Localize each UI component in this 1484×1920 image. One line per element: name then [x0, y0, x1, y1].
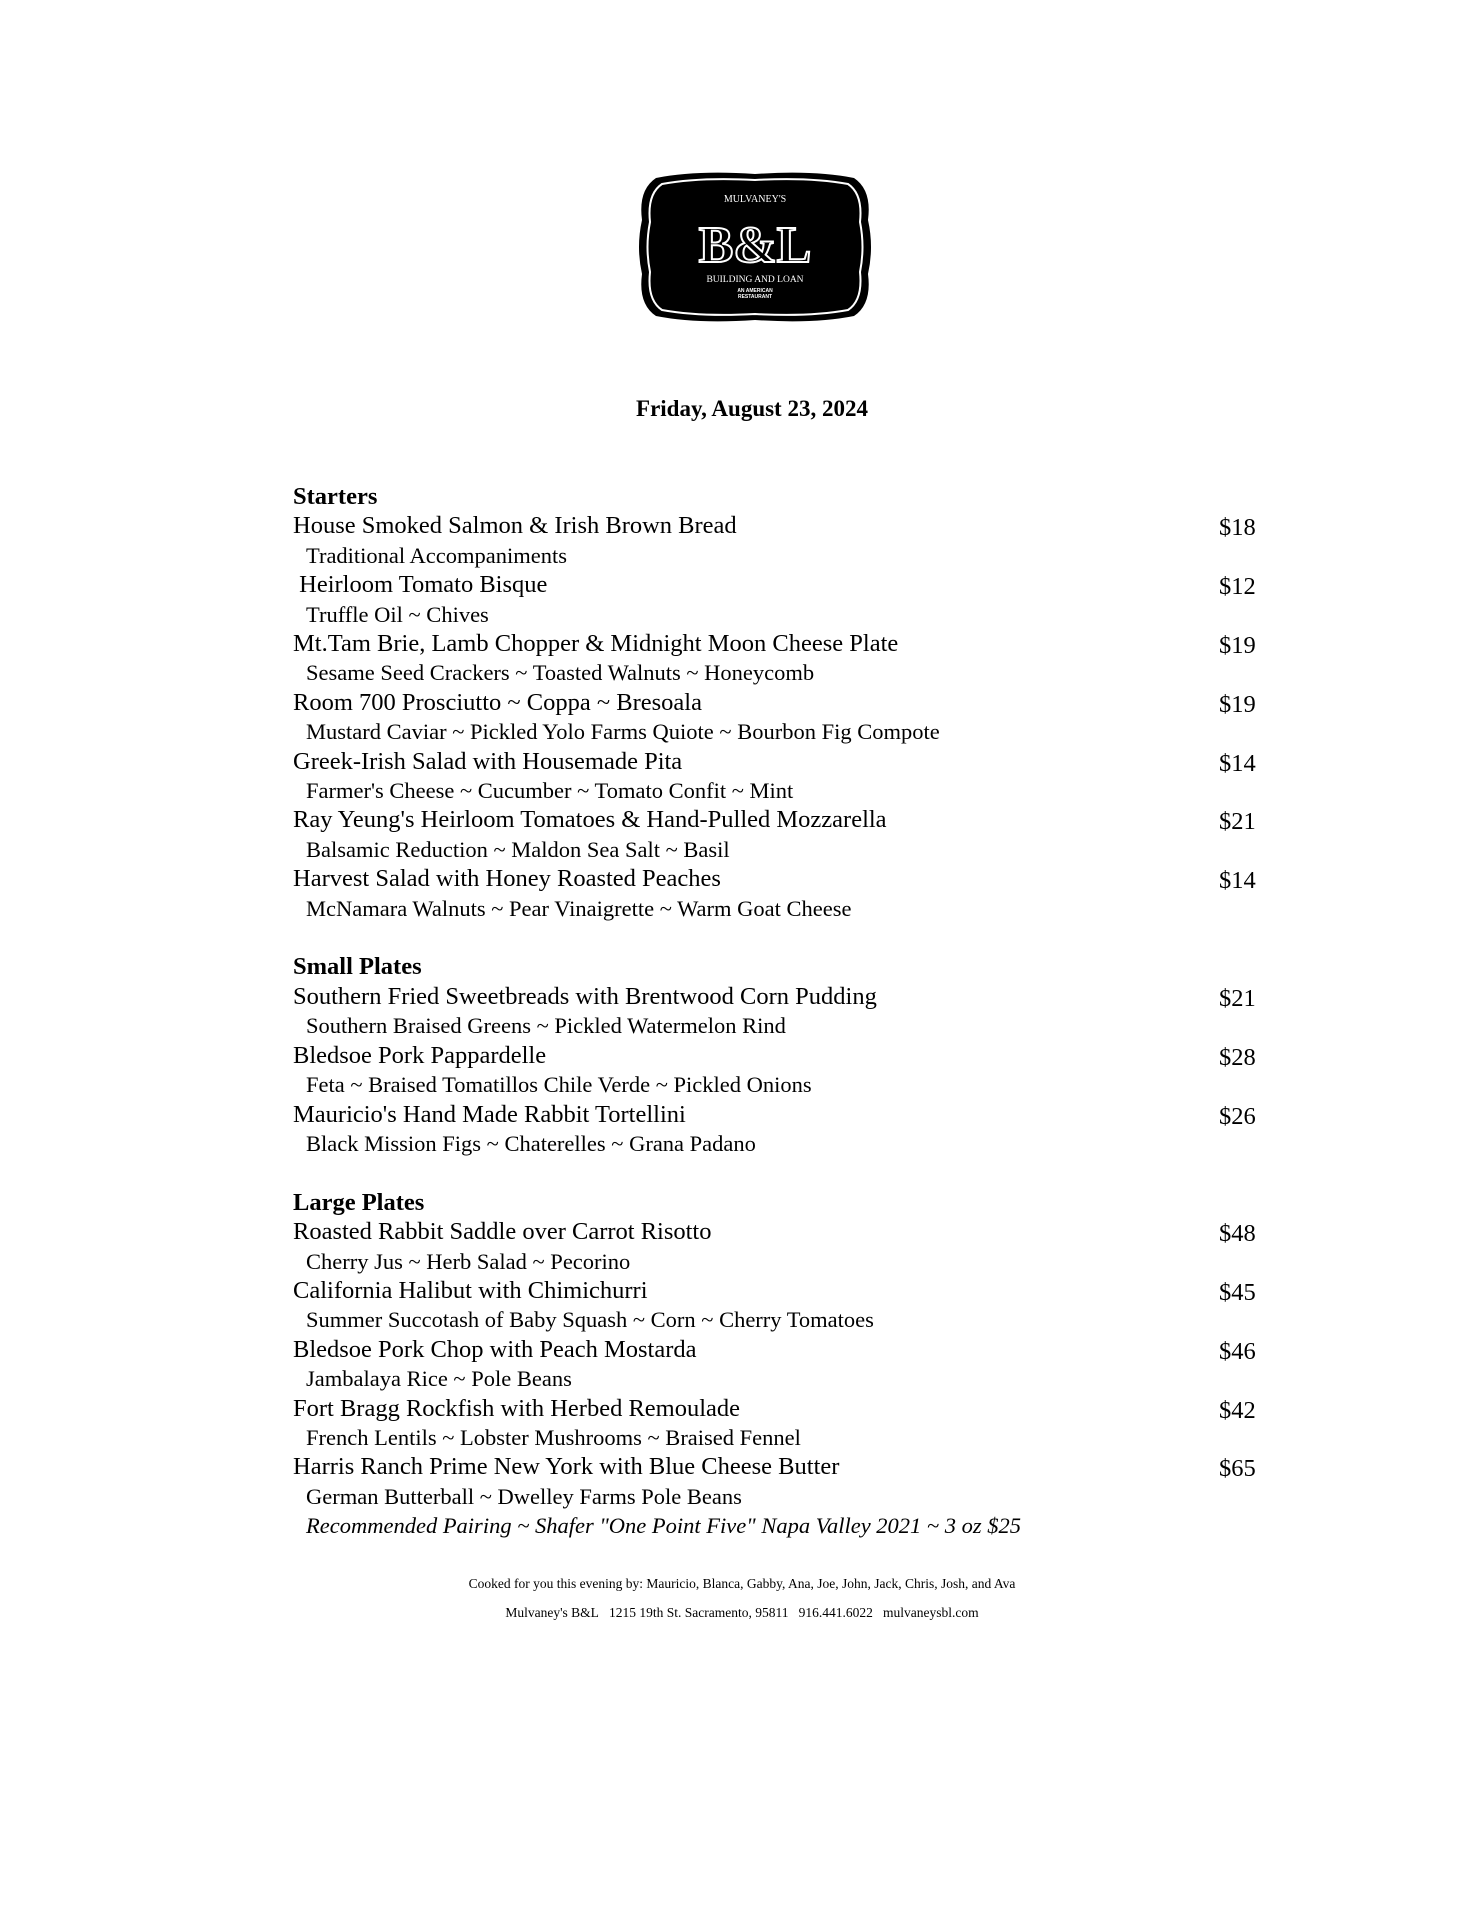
menu-item — [293, 1452, 1263, 1540]
item-description: McNamara Walnuts ~ Pear Vinaigrette ~ Warm Goat Cheese — [306, 895, 852, 921]
menu-section — [293, 1188, 1263, 1541]
logo-sub-text: BUILDING AND LOAN — [706, 275, 804, 285]
restaurant-address: Mulvaney's B&L 1215 19th St. Sacramento, 95811 916.441.6022 mulvaneysbl.com — [505, 1605, 979, 1620]
menu-section — [293, 952, 1263, 1158]
item-description: French Lentils ~ Lobster Mushrooms ~ Braised Fennel — [306, 1424, 801, 1450]
item-name: Greek-Irish Salad with Housemade Pita — [293, 747, 683, 775]
item-name: California Halibut with Chimichurri — [293, 1276, 648, 1304]
menu-item — [293, 864, 1263, 923]
menu-item — [293, 570, 1263, 629]
item-description: Feta ~ Braised Tomatillos Chile Verde ~ Pickled Onions — [306, 1072, 812, 1098]
kitchen-credits: Cooked for you this evening by: Mauricio, Blanca, Gabby, Ana, Joe, John, Jack, Chris, Josh, and Ava — [468, 1576, 1016, 1591]
item-name: Harris Ranch Prime New York with Blue Cheese Butter — [293, 1453, 840, 1481]
item-name: Ray Yeung's Heirloom Tomatoes & Hand-Pulled Mozzarella — [293, 806, 887, 834]
item-name: Heirloom Tomato Bisque — [293, 571, 548, 599]
item-description: Jambalaya Rice ~ Pole Beans — [306, 1366, 572, 1392]
restaurant-logo — [636, 170, 874, 324]
item-price: $19 — [1219, 690, 1256, 718]
item-name: Mt.Tam Brie, Lamb Chopper & Midnight Moon Cheese Plate — [293, 630, 899, 658]
menu-item — [293, 629, 1263, 688]
item-price: $21 — [1219, 808, 1256, 836]
logo-main-text: B&L — [698, 217, 812, 274]
item-name: Roasted Rabbit Saddle over Carrot Risotto — [293, 1218, 712, 1246]
item-description: Mustard Caviar ~ Pickled Yolo Farms Quiote ~ Bourbon Fig Compote — [306, 719, 940, 745]
menu-section — [293, 482, 1263, 923]
item-price: $28 — [1219, 1043, 1256, 1071]
menu-item — [293, 1100, 1263, 1159]
logo-tag1: AN AMERICAN — [737, 288, 773, 294]
item-price: $46 — [1219, 1337, 1256, 1365]
menu-item — [293, 688, 1263, 747]
item-name: Bledsoe Pork Pappardelle — [293, 1041, 547, 1069]
menu-date: Friday, August 23, 2024 — [636, 396, 868, 421]
item-price: $48 — [1219, 1220, 1256, 1248]
item-description: German Butterball ~ Dwelley Farms Pole Beans — [306, 1483, 742, 1509]
section-title: Large Plates — [293, 1188, 425, 1216]
item-price: $21 — [1219, 984, 1256, 1012]
item-name: Mauricio's Hand Made Rabbit Tortellini — [293, 1100, 686, 1128]
item-price: $19 — [1219, 632, 1256, 660]
menu-item — [293, 1276, 1263, 1335]
item-price: $42 — [1219, 1396, 1256, 1424]
item-price: $12 — [1219, 573, 1256, 601]
item-name: Bledsoe Pork Chop with Peach Mostarda — [293, 1335, 697, 1363]
menu-item — [293, 1041, 1263, 1100]
item-description: Southern Braised Greens ~ Pickled Watermelon Rind — [306, 1013, 786, 1039]
menu-item — [293, 747, 1263, 806]
item-name: Harvest Salad with Honey Roasted Peaches — [293, 865, 721, 893]
item-price: $14 — [1219, 749, 1256, 777]
menu-item — [293, 511, 1263, 570]
menu-item — [293, 805, 1263, 864]
item-name: House Smoked Salmon & Irish Brown Bread — [293, 512, 737, 540]
menu-body — [293, 482, 1263, 1570]
item-description: Sesame Seed Crackers ~ Toasted Walnuts ~ Honeycomb — [306, 660, 815, 686]
menu-item — [293, 982, 1263, 1041]
section-title: Starters — [293, 483, 378, 510]
section-title: Small Plates — [293, 953, 422, 981]
item-price: $14 — [1219, 867, 1256, 895]
menu-item — [293, 1335, 1263, 1394]
item-price: $45 — [1219, 1278, 1256, 1306]
item-description: Farmer's Cheese ~ Cucumber ~ Tomato Confit ~ Mint — [306, 778, 794, 804]
item-description: Cherry Jus ~ Herb Salad ~ Pecorino — [306, 1248, 631, 1274]
menu-item — [293, 1394, 1263, 1453]
item-price: $26 — [1219, 1102, 1256, 1130]
item-description: Balsamic Reduction ~ Maldon Sea Salt ~ Basil — [306, 836, 730, 862]
item-price: $18 — [1219, 514, 1256, 542]
wine-pairing: Recommended Pairing ~ Shafer "One Point Five" Napa Valley 2021 ~ 3 oz $25 — [306, 1513, 1021, 1539]
logo-tag2: RESTAURANT — [737, 294, 773, 300]
item-name: Room 700 Prosciutto ~ Coppa ~ Bresoala — [293, 688, 702, 716]
item-description: Truffle Oil ~ Chives — [306, 601, 489, 627]
item-name: Southern Fried Sweetbreads with Brentwood Corn Pudding — [293, 982, 877, 1010]
menu-item — [293, 1217, 1263, 1276]
logo-top-text: MULVANEY'S — [723, 194, 787, 205]
item-name: Fort Bragg Rockfish with Herbed Remoulade — [293, 1394, 741, 1422]
item-description: Black Mission Figs ~ Chaterelles ~ Grana Padano — [306, 1130, 756, 1156]
item-description: Traditional Accompaniments — [306, 542, 568, 568]
item-price: $65 — [1219, 1455, 1256, 1483]
item-description: Summer Succotash of Baby Squash ~ Corn ~ Cherry Tomatoes — [306, 1307, 874, 1333]
